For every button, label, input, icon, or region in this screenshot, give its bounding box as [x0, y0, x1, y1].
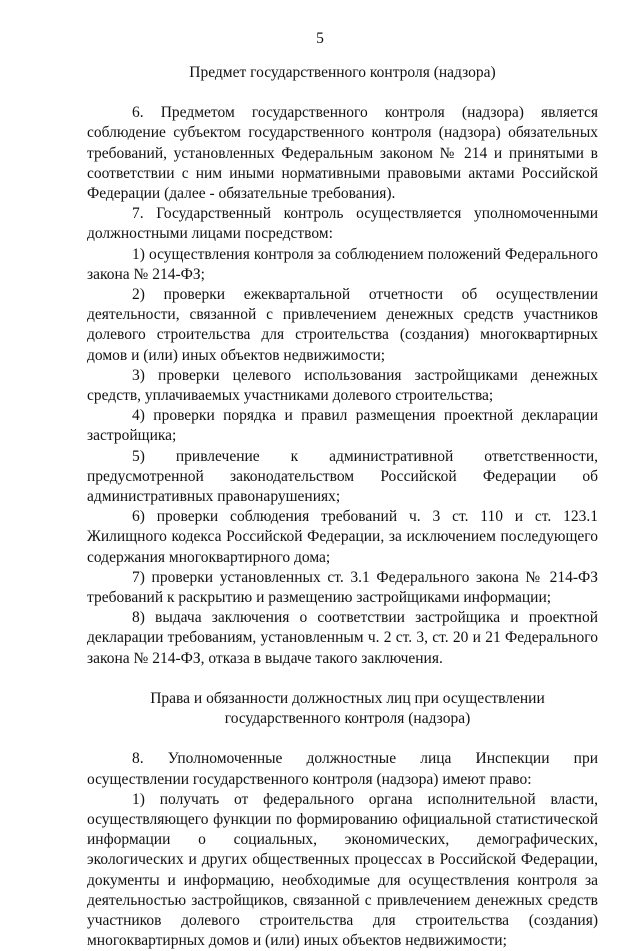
paragraph-7: 7. Государственный контроль осуществляется уполномоченными должностными лицами посредством: — [87, 205, 598, 243]
section-heading-rights — [87, 689, 598, 729]
list-item-8-1: 1) получать от федерального органа исполнительной власти, осуществляющего функции по формированию официальной статистической информации о социальных, экономических, демографических, экологических и других общественных процессах в Российской Федерации, документы и информацию, необходимые для осуществления контроля за деятельностью застройщиков, связанной с привлечением денежных средств участников долевого строительства для строительства (создания) многоквартирных домов и (или) иных объектов недвижимости; — [87, 790, 598, 950]
list-item-7-8: 8) выдача заключения о соответствии застройщика и проектной декларации требованиям, установленным ч. 2 ст. 3, ст. 20 и 21 Федерального закона № 214-ФЗ, отказа в выдаче такого заключения. — [87, 609, 598, 667]
list-item-7-5: 5) привлечение к административной ответственности, предусмотренной законодательством Российской Федерации об административных правонарушениях; — [87, 447, 598, 506]
list-item-7-1: 1) осуществления контроля за соблюдением положений Федерального закона № 214-ФЗ; — [87, 245, 598, 283]
section-heading-rights-line-1: Права и обязанности должностных лиц при осуществлении — [150, 689, 545, 707]
list-item-7-6: 6) проверки соблюдения требований ч. 3 ст. 110 и ст. 123.1 Жилищного кодекса Российской Федерации, за исключением последующего содержания многоквартирного дома; — [87, 508, 598, 566]
list-item-7-7: 7) проверки установленных ст. 3.1 Федерального закона № 214-ФЗ требований к раскрытию и размещению застройщиками информации; — [87, 568, 598, 607]
section-heading-subject: Предмет государственного контроля (надзора) — [189, 64, 496, 81]
list-item-7-3: 3) проверки целевого использования застройщиками денежных средств, уплачиваемых участниками долевого строительства; — [87, 366, 598, 405]
list-item-7-4: 4) проверки порядка и правил размещения проектной декларации застройщика; — [87, 407, 598, 445]
paragraph-8: 8. Уполномоченные должностные лица Инспекции при осуществлении государственного контроля (надзора) имеют право: — [87, 750, 598, 788]
paragraph-6: 6. Предметом государственного контроля (надзора) является соблюдение субъектом государственного контроля (надзора) обязательных требований, установленных Федеральным законом № 214 и принятыми в соответствии с ним иными нормативными правовыми актами Российской Федерации (далее - обязательные требования). — [87, 104, 598, 203]
section-heading-rights-line-2: государственного контроля (надзора) — [224, 710, 471, 728]
list-item-7-2: 2) проверки ежеквартальной отчетности об осуществлении деятельности, связанной с привлечением денежных средств участников долевого строительства для строительства (создания) многоквартирных домов и (или) иных объектов недвижимости; — [87, 286, 598, 364]
page-number: 5 — [316, 30, 324, 47]
document-body — [87, 63, 598, 951]
